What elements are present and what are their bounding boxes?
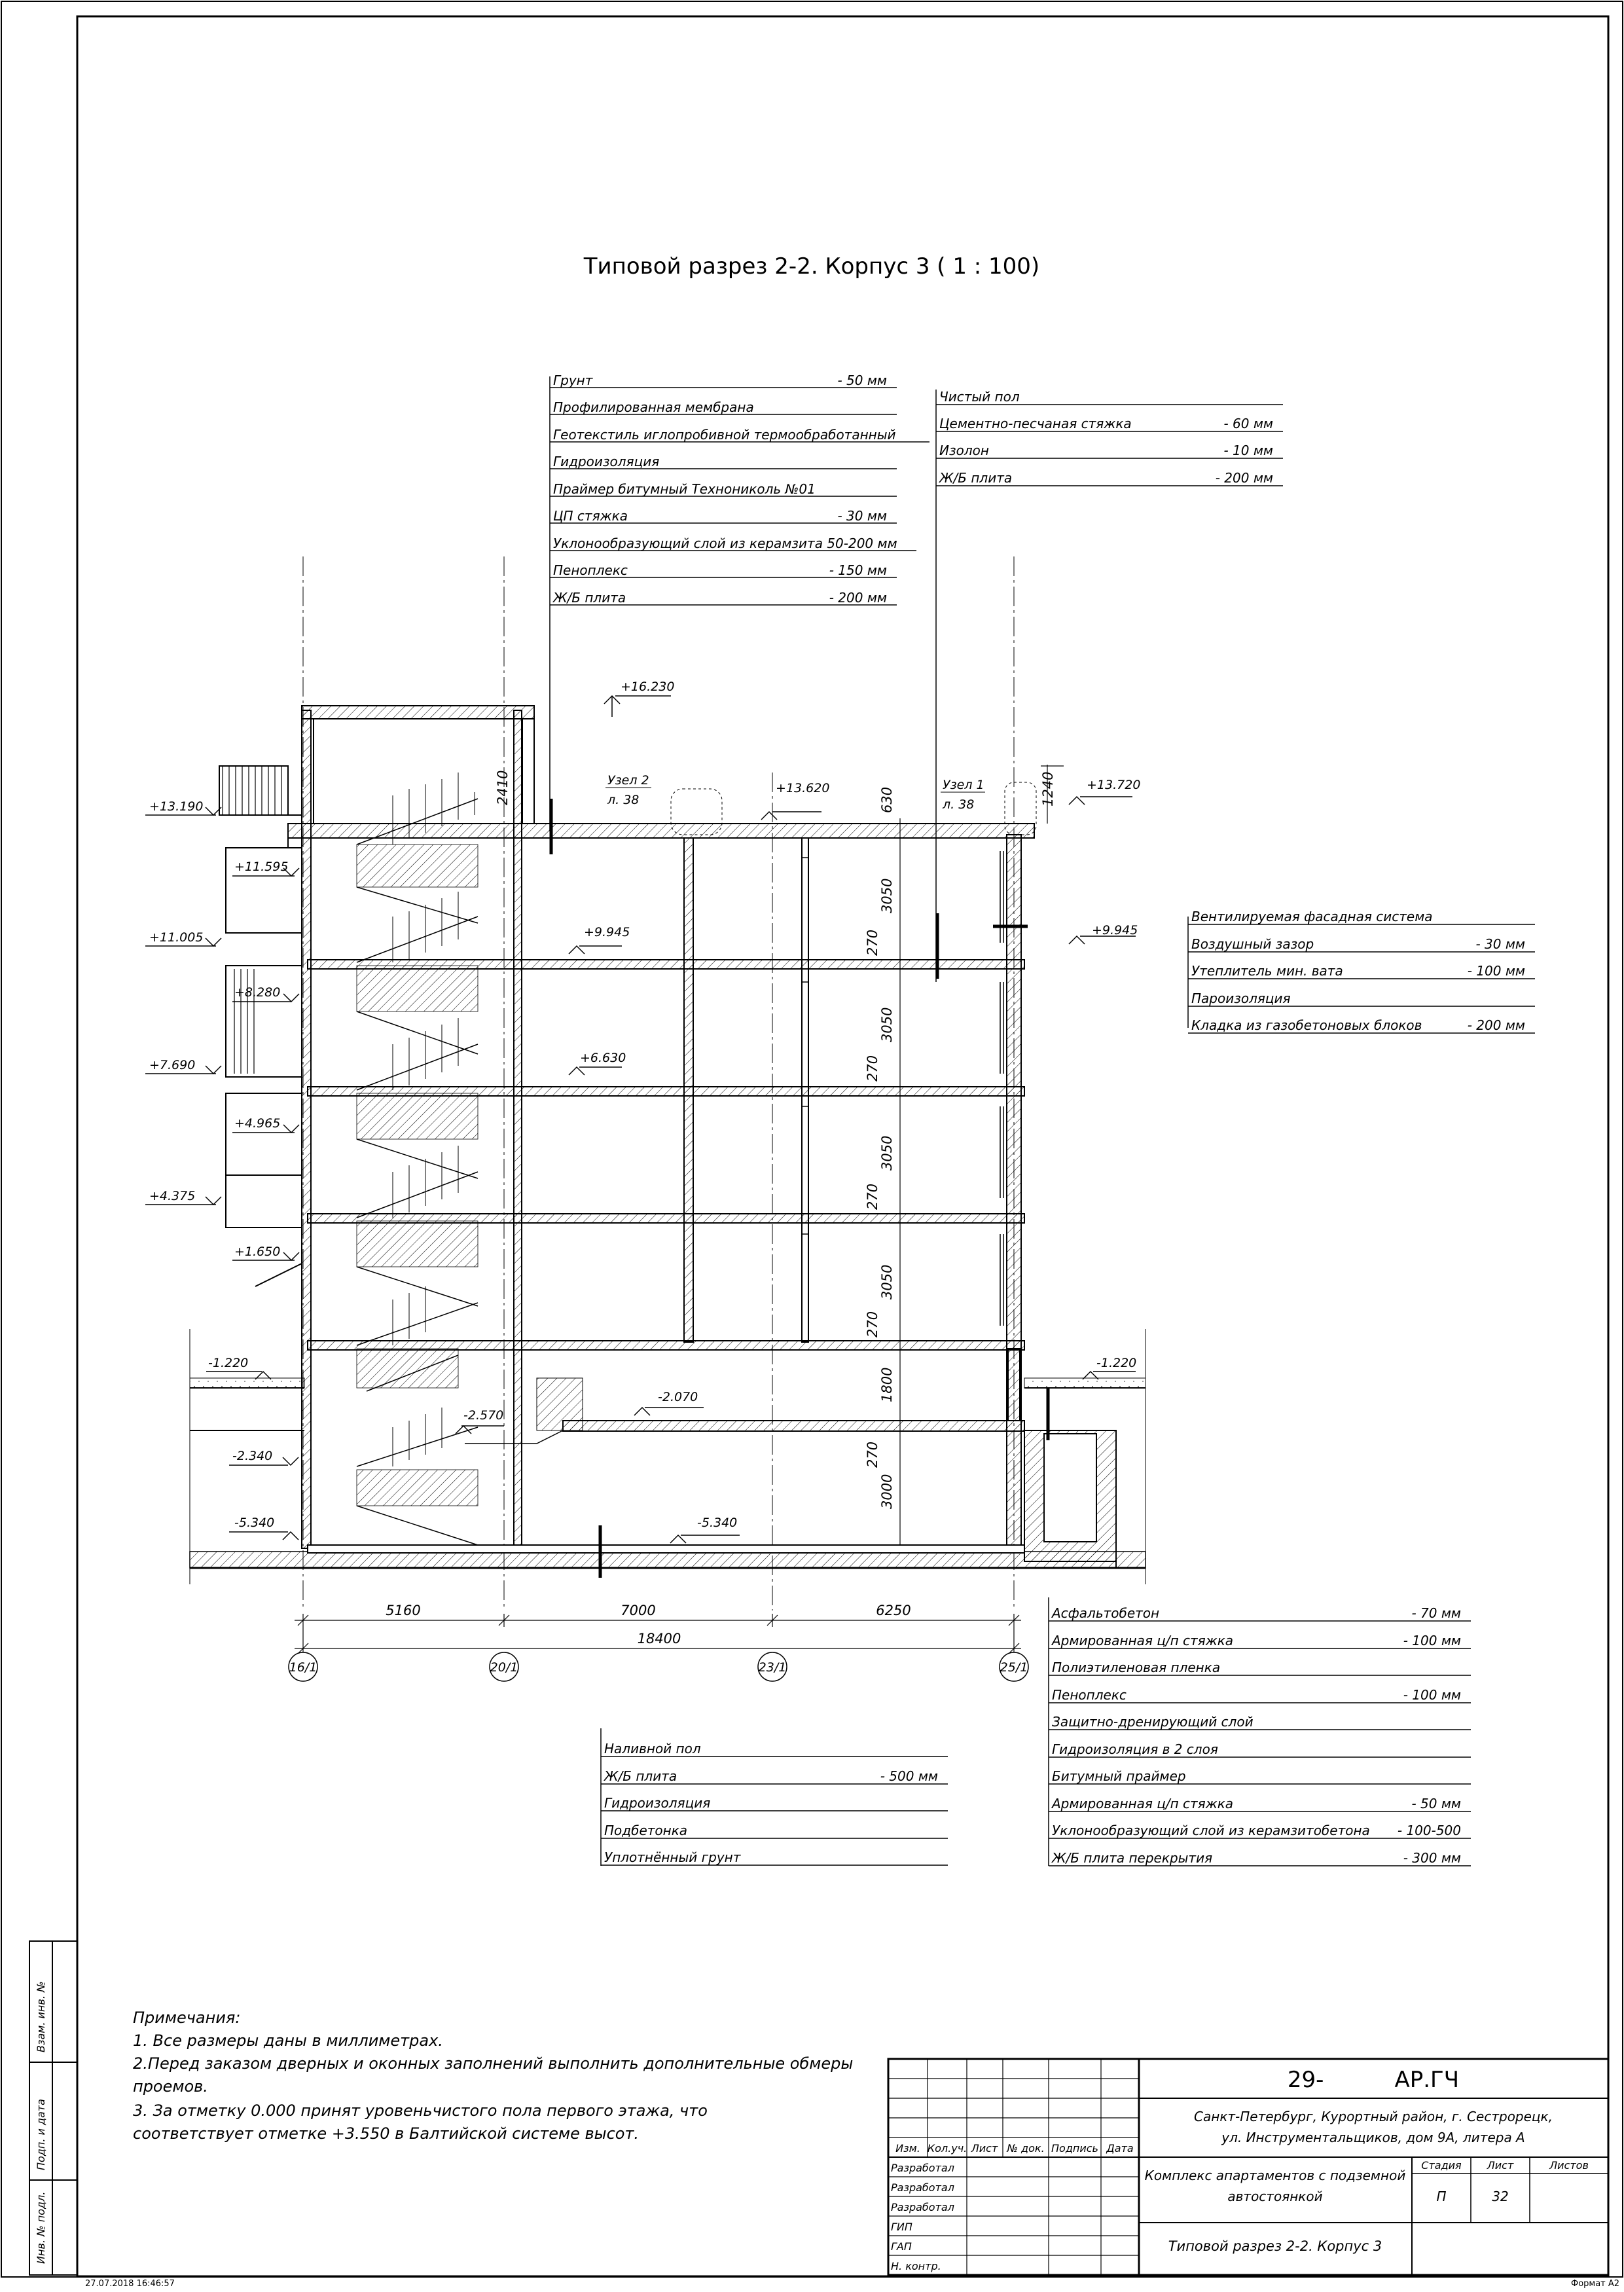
level-13620: +13.620 — [776, 781, 830, 795]
floor-layer-4-thk: - 200 мм — [1215, 470, 1273, 486]
parking-roof-layers-table — [1049, 1605, 1471, 1866]
dim-3050-d: 3050 — [879, 1264, 895, 1300]
note-line-4: 3. За отметку 0.000 принят уровеньчистого пола первого этажа, что — [133, 2101, 708, 2120]
level-11005: +11.005 — [149, 930, 204, 945]
roof-layer-3: Геотекстиль иглопробивной термообработанный — [553, 427, 896, 443]
level-m1220-left: -1.220 — [208, 1356, 249, 1370]
note-line-2: 2.Перед заказом дверных и оконных заполнений выполнить дополнительные обмеры — [133, 2054, 854, 2073]
axis-bubbles — [289, 1652, 1028, 1681]
level-1650: +1.650 — [234, 1245, 281, 1259]
parking-layer-6: Гидроизоляция в 2 слоя — [1052, 1741, 1218, 1757]
tb-role-6: Н. контр. — [891, 2260, 941, 2272]
facade-layer-5-thk: - 200 мм — [1467, 1017, 1525, 1033]
tb-role-2: Разработал — [891, 2181, 954, 2194]
parking-layer-5: Защитно-дренирующий слой — [1052, 1714, 1254, 1730]
level-13190: +13.190 — [149, 799, 204, 814]
roof-layers-table — [550, 373, 929, 606]
dim-270-c: 270 — [865, 1183, 880, 1210]
level-m1220-right: -1.220 — [1096, 1356, 1137, 1370]
parking-layer-7: Битумный праймер — [1052, 1768, 1186, 1784]
floor-layer-3: Изолон — [939, 443, 989, 458]
axis-16-1: 16/1 — [289, 1660, 317, 1675]
roof-layer-2: Профилированная мембрана — [553, 399, 754, 415]
side-stamp-inv: Инв. № подл. — [35, 2191, 47, 2264]
note-line-3: проемов. — [133, 2077, 208, 2096]
roof-layer-6-thk: - 30 мм — [837, 508, 887, 524]
basement-layer-4: Подбетонка — [604, 1823, 688, 1838]
parking-layer-2-thk: - 100 мм — [1403, 1633, 1461, 1648]
dim-270-a: 270 — [865, 929, 880, 956]
notes-block — [133, 2009, 853, 2143]
tb-address-1: Санкт-Петербург, Курортный район, г. Сестрорецк, — [1194, 2109, 1553, 2124]
dim-1800: 1800 — [879, 1367, 895, 1402]
parking-layer-8: Армированная ц/п стяжка — [1052, 1796, 1234, 1811]
roof-layer-1: Грунт — [553, 373, 593, 388]
dim-270-e: 270 — [865, 1441, 880, 1468]
parking-layer-4: Пеноплекс — [1052, 1687, 1127, 1703]
floor-layer-3-thk: - 10 мм — [1223, 443, 1273, 458]
parking-layer-3: Полиэтиленовая пленка — [1052, 1660, 1221, 1675]
tb-sheet-label: Лист — [1487, 2159, 1514, 2172]
node-2-title: Узел 2 — [607, 773, 649, 788]
tb-col-podp: Подпись — [1051, 2142, 1098, 2155]
roof-layer-9: Ж/Б плита — [553, 590, 626, 606]
floor-layer-2: Цементно-песчаная стяжка — [939, 416, 1132, 431]
horizontal-dimension-labels — [386, 1603, 911, 1646]
level-9945-left: +9.945 — [584, 925, 630, 939]
tb-role-4: ГИП — [891, 2221, 912, 2233]
level-13720: +13.720 — [1087, 778, 1141, 792]
facade-layer-4: Пароизоляция — [1191, 991, 1291, 1006]
level-11595: +11.595 — [234, 860, 289, 874]
parking-layer-9: Уклонообразующий слой из керамзитобетона — [1052, 1823, 1370, 1838]
node-1-sheet: л. 38 — [943, 797, 975, 812]
roof-layer-8: Пеноплекс — [553, 562, 628, 578]
dim-3000: 3000 — [879, 1474, 895, 1509]
notes-heading: Примечания: — [133, 2009, 241, 2027]
axis-20-1: 20/1 — [490, 1660, 518, 1675]
floor-layer-4: Ж/Б плита — [939, 470, 1013, 486]
level-m2340: -2.340 — [232, 1449, 273, 1463]
tb-stage: П — [1436, 2189, 1447, 2204]
level-4965: +4.965 — [234, 1116, 281, 1131]
node-2-sheet: л. 38 — [607, 793, 640, 807]
parking-layer-4-thk: - 100 мм — [1403, 1687, 1461, 1703]
tb-project-1: Комплекс апартаментов с подземной — [1144, 2168, 1406, 2183]
node-1-title: Узел 1 — [943, 778, 984, 792]
drawing-title: Типовой разрез 2-2. Корпус 3 ( 1 : 100) — [583, 253, 1040, 280]
basement-layer-1: Наливной пол — [604, 1741, 701, 1756]
floor-layer-2-thk: - 60 мм — [1223, 416, 1273, 431]
roof-layer-8-thk: - 150 мм — [829, 562, 887, 578]
facade-layer-5: Кладка из газобетоновых блоков — [1191, 1017, 1422, 1033]
level-7690: +7.690 — [149, 1058, 196, 1072]
roof-layer-5: Праймер битумный Технониколь №01 — [553, 481, 816, 497]
roof-layer-9-thk: - 200 мм — [829, 590, 887, 606]
facade-layer-1: Вентилируемая фасадная система — [1191, 909, 1433, 924]
tb-address-2: ул. Инструментальщиков, дом 9А, литера А — [1221, 2130, 1525, 2145]
level-m2570: -2.570 — [463, 1408, 504, 1423]
level-8280: +8.280 — [234, 985, 281, 1000]
level-6630: +6.630 — [580, 1051, 626, 1065]
parking-layer-1: Асфальтобетон — [1052, 1605, 1160, 1621]
tb-col-izm: Изм. — [895, 2142, 920, 2155]
tb-sheets-label: Листов — [1549, 2159, 1589, 2172]
tb-role-1: Разработал — [891, 2162, 954, 2174]
floor-layer-1: Чистый пол — [939, 389, 1020, 405]
dim-1240: 1240 — [1040, 771, 1056, 807]
dim-6250: 6250 — [876, 1603, 911, 1618]
facade-layer-2-thk: - 30 мм — [1475, 936, 1525, 952]
facade-layer-2: Воздушный зазор — [1191, 936, 1314, 952]
level-m2070: -2.070 — [658, 1390, 698, 1404]
level-9945-right: +9.945 — [1092, 923, 1138, 937]
dim-5160: 5160 — [386, 1603, 421, 1618]
floor-layers-table — [936, 389, 1283, 486]
dim-18400: 18400 — [637, 1631, 681, 1646]
parking-layer-9-thk: - 100-500 — [1397, 1823, 1461, 1838]
stair-flights — [357, 770, 583, 1545]
roof-layer-4: Гидроизоляция — [553, 454, 660, 469]
level-m5340-left: -5.340 — [234, 1516, 275, 1530]
facade-layers-table — [1188, 909, 1535, 1033]
dim-3050-a: 3050 — [879, 878, 895, 913]
level-m5340-right: -5.340 — [697, 1516, 738, 1530]
tb-col-list: Лист — [971, 2142, 998, 2155]
parking-layer-10: Ж/Б плита перекрытия — [1052, 1850, 1213, 1866]
tb-role-3: Разработал — [891, 2201, 954, 2213]
basement-layer-2: Ж/Б плита — [604, 1768, 677, 1784]
tb-role-5: ГАП — [891, 2240, 912, 2253]
tb-code: 29- АР.ГЧ — [1287, 2067, 1460, 2093]
parking-layer-2: Армированная ц/п стяжка — [1052, 1633, 1234, 1648]
roof-layer-6: ЦП стяжка — [553, 508, 628, 524]
parking-layer-10-thk: - 300 мм — [1403, 1850, 1461, 1866]
basement-layer-2-thk: - 500 мм — [880, 1768, 938, 1784]
tb-col-data: Дата — [1106, 2142, 1134, 2155]
facade-layer-3: Утеплитель мин. вата — [1191, 963, 1343, 979]
level-4375: +4.375 — [149, 1189, 196, 1203]
facade-layer-3-thk: - 100 мм — [1467, 963, 1525, 979]
footer-format: Формат А2 — [1571, 2279, 1620, 2289]
tb-project-2: автостоянкой — [1227, 2189, 1323, 2204]
basement-floor-layers-table — [601, 1741, 948, 1865]
parking-layer-8-thk: - 50 мм — [1411, 1796, 1461, 1811]
parking-layer-1-thk: - 70 мм — [1411, 1605, 1461, 1621]
tb-sheet-name: Типовой разрез 2-2. Корпус 3 — [1168, 2238, 1382, 2254]
dim-630: 630 — [879, 786, 895, 813]
tb-col-kolu: Кол.уч. — [927, 2142, 967, 2155]
side-stamp-podp: Подп. и дата — [35, 2099, 47, 2170]
footer-timestamp: 27.07.2018 16:46:57 — [85, 2279, 175, 2289]
axis-25-1: 25/1 — [1000, 1660, 1028, 1675]
dim-2410: 2410 — [495, 770, 511, 805]
dim-3050-b: 3050 — [879, 1007, 895, 1042]
tb-col-ndok: № док. — [1007, 2142, 1045, 2155]
building-section — [190, 706, 1146, 1584]
axis-23-1: 23/1 — [758, 1660, 787, 1675]
side-stamp-vzam: Взам. инв. № — [35, 1981, 47, 2052]
dim-3050-c: 3050 — [879, 1135, 895, 1171]
level-16230: +16.230 — [621, 680, 675, 694]
note-line-5: соответствует отметке +3.550 в Балтийской системе высот. — [133, 2124, 640, 2143]
level-labels — [149, 680, 1140, 1530]
basement-layer-5: Уплотнённый грунт — [604, 1849, 741, 1865]
tb-stage-label: Стадия — [1421, 2159, 1462, 2172]
dim-270-b: 270 — [865, 1055, 880, 1082]
roof-layer-1-thk: - 50 мм — [837, 373, 887, 388]
dim-7000: 7000 — [621, 1603, 656, 1618]
basement-layer-3: Гидроизоляция — [604, 1795, 711, 1811]
note-line-1: 1. Все размеры даны в миллиметрах. — [133, 2031, 443, 2050]
tb-sheet: 32 — [1492, 2189, 1509, 2204]
sheet-frame — [1, 1, 1623, 2277]
roof-layer-7: Уклонообразующий слой из керамзита 50-200 мм — [553, 536, 897, 551]
dim-270-d: 270 — [865, 1311, 880, 1337]
